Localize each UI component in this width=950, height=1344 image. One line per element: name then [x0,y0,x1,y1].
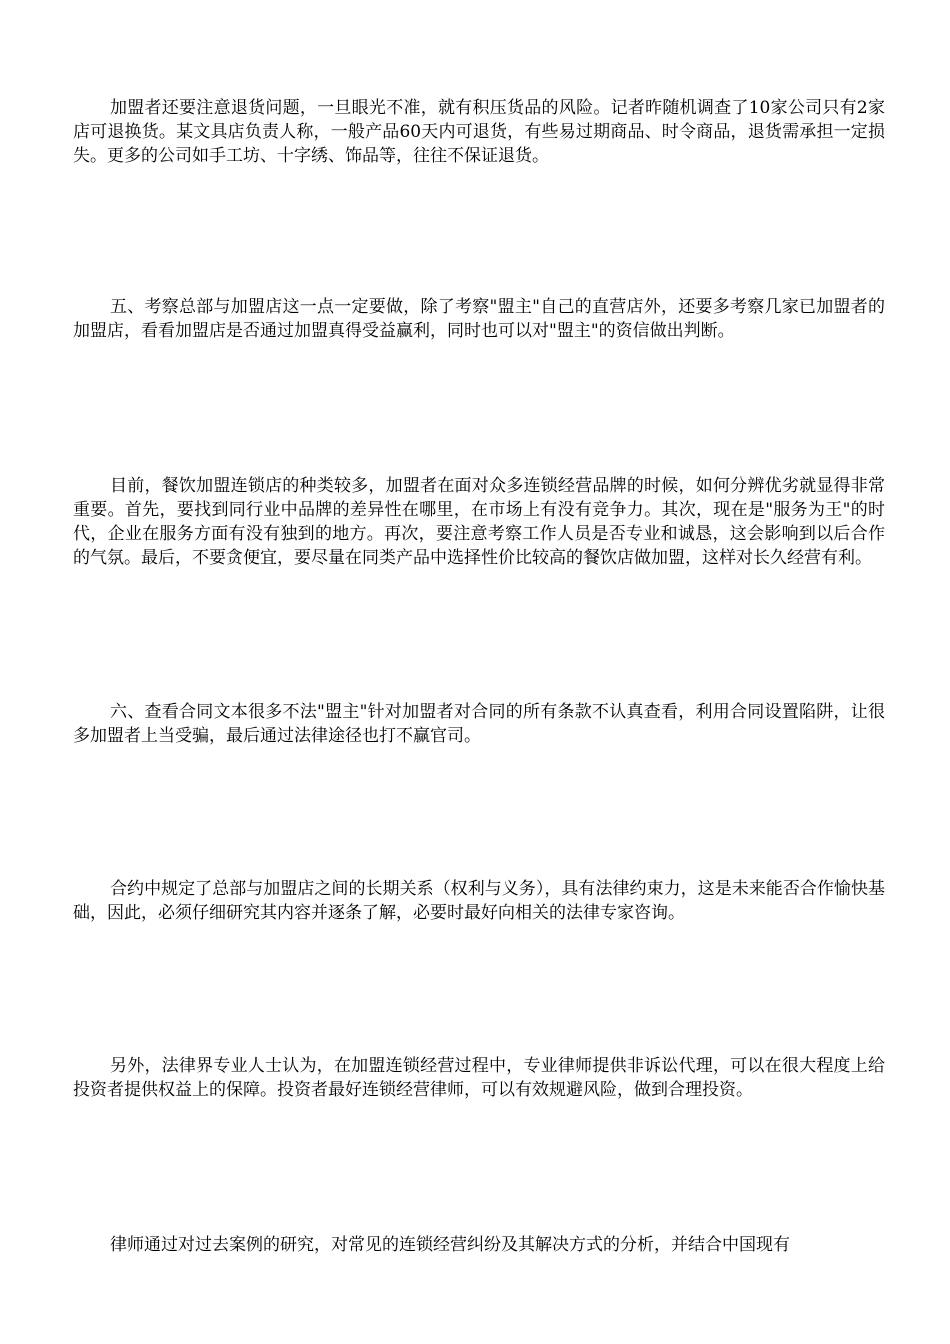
paragraph-lawyer-research: 律师通过对过去案例的研究，对常见的连锁经营纠纷及其解决方式的分析，并结合中国现有 [110,1235,790,1255]
paragraph-legal-advice: 另外，法律界专业人士认为，在加盟连锁经营过程中，专业律师提供非诉讼代理，可以在很大程度上给投资者提供权益上的保障。投资者最好连锁经营律师，可以有效规避风险，做到合理投资。 [73,1056,885,1100]
paragraph-catering-franchise: 目前，餐饮加盟连锁店的种类较多，加盟者在面对众多连锁经营品牌的时候，如何分辨优劣就显得非常重要。首先，要找到同行业中品牌的差异性在哪里，在市场上有没有竞争力。其次，现在是"服务为王"的时代，企业在服务方面有没有独到的地方。再次，要注意考察工作人员是否专业和诚恳，这会影响到以后合作的气氛。最后，不要贪便宜，要尽量在同类产品中选择性价比较高的餐饮店做加盟，这样对长久经营有利。 [73,476,885,568]
paragraph-returns: 加盟者还要注意退货问题，一旦眼光不准，就有积压货品的风险。记者昨随机调查了10家公司只有2家店可退换货。某文具店负责人称，一般产品60天内可退货，有些易过期商品、时令商品，退货需承担一定损失。更多的公司如手工坊、十字绣、饰品等，往往不保证退货。 [73,98,885,166]
paragraph-inspect-stores: 五、考察总部与加盟店这一点一定要做，除了考察"盟主"自己的直营店外，还要多考察几家已加盟者的加盟店，看看加盟店是否通过加盟真得受益赢利，同时也可以对"盟主"的资信做出判断。 [73,297,885,341]
paragraph-check-contract: 六、查看合同文本很多不法"盟主"针对加盟者对合同的所有条款不认真查看，利用合同设置陷阱，让很多加盟者上当受骗，最后通过法律途径也打不赢官司。 [73,702,885,746]
paragraph-contract-terms: 合约中规定了总部与加盟店之间的长期关系（权利与义务），具有法律约束力，这是未来能否合作愉快基础，因此，必须仔细研究其内容并逐条了解，必要时最好向相关的法律专家咨询。 [73,879,885,923]
